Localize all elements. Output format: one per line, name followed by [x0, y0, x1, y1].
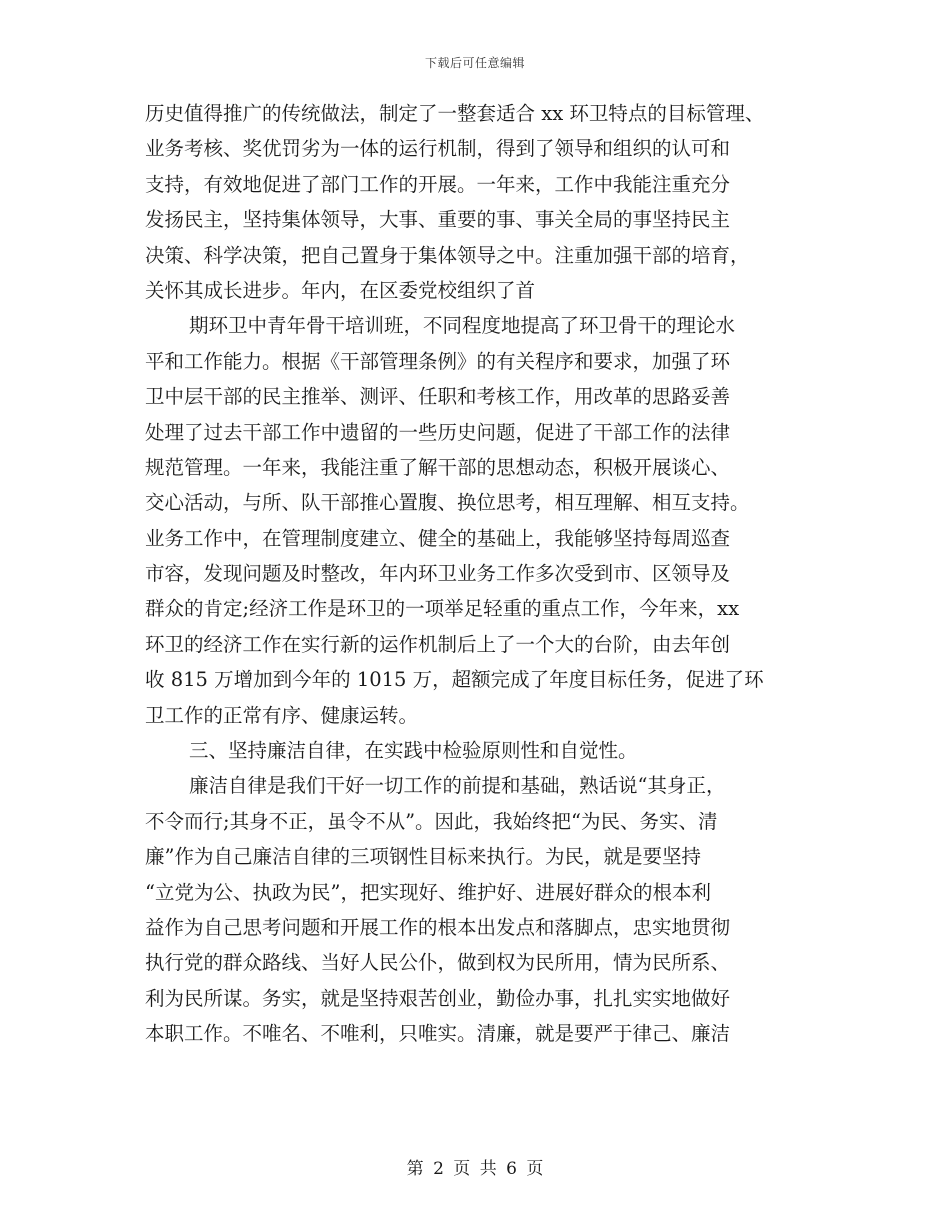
page-number: 第 2 页 共 6 页 [406, 1159, 544, 1179]
paragraph-first-line: 廉洁自律是我们干好一切工作的前提和基础，熟话说“其身正， [189, 774, 726, 798]
paragraph-first-line: 期环卫中青年骨干培训班，不同程度地提高了环卫骨干的理论水 [189, 314, 736, 338]
page-header-note: 下载后可任意编辑 [424, 56, 525, 70]
text-line: 执行党的群众路线、当好人民公仆，做到权为民所用，情为民所系、 [145, 951, 731, 975]
text-line: 业务工作中，在管理制度建立、健全的基础上，我能够坚持每周巡查 [145, 526, 731, 550]
text-line: 交心活动，与所、队干部推心置腹、换位思考，相互理解、相互支持。 [145, 491, 750, 515]
text-line: 卫中层干部的民主推举、测评、任职和考核工作，用改革的思路妥善 [145, 385, 731, 409]
text-line: 不令而行;其身不正，虽令不从”。因此，我始终把“为民、务实、清 [145, 809, 718, 833]
text-line: 益作为自己思考问题和开展工作的根本出发点和落脚点，忠实地贯彻 [145, 915, 731, 939]
text-line: “立党为公、执政为民”，把实现好、维护好、进展好群众的根本利 [145, 880, 711, 904]
text-line: 规范管理。一年来，我能注重了解干部的思想动态，积极开展谈心、 [145, 455, 731, 479]
text-line: 处理了过去干部工作中遗留的一些历史问题，促进了干部工作的法律 [145, 420, 731, 444]
text-line: 市容，发现问题及时整改，年内环卫业务工作多次受到市、区领导及 [145, 562, 731, 586]
text-line: 环卫的经济工作在实行新的运作机制后上了一个大的台阶，由去年创 [145, 632, 731, 656]
text-line: 支持，有效地促进了部门工作的开展。一年来，工作中我能注重充分 [145, 172, 731, 196]
text-line: 历史值得推广的传统做法，制定了一整套适合 xx 环卫特点的目标管理、 [145, 102, 765, 125]
text-line: 群众的肯定;经济工作是环卫的一项举足轻重的重点工作，今年来，xx [145, 597, 740, 621]
text-line: 发扬民主，坚持集体领导，大事、重要的事、事关全局的事坚持民主 [145, 208, 731, 232]
text-line: 廉”作为自己廉洁自律的三项钢性目标来执行。为民，就是要坚持 [145, 845, 701, 869]
text-line: 收 815 万增加到今年的 1015 万，超额完成了年度目标任务，促进了环 [145, 668, 764, 692]
text-line: 利为民所谋。务实，就是坚持艰苦创业，勤俭办事，扎扎实实地做好 [145, 986, 731, 1010]
text-line: 平和工作能力。根据《干部管理条例》的有关程序和要求，加强了环 [145, 349, 731, 373]
text-line: 关怀其成长进步。年内，在区委党校组织了首 [145, 278, 536, 302]
text-line: 卫工作的正常有序、健康运转。 [145, 703, 419, 727]
text-line: 业务考核、奖优罚劣为一体的运行机制，得到了领导和组织的认可和 [145, 137, 731, 161]
document-body [145, 96, 810, 1052]
section-heading: 三、坚持廉洁自律，在实践中检验原则性和自觉性。 [189, 739, 638, 763]
text-line: 本职工作。不唯名、不唯利，只唯实。清廉，就是要严于律己、廉洁 [145, 1022, 731, 1046]
text-line: 决策、科学决策，把自己置身于集体领导之中。注重加强干部的培育， [145, 243, 750, 267]
